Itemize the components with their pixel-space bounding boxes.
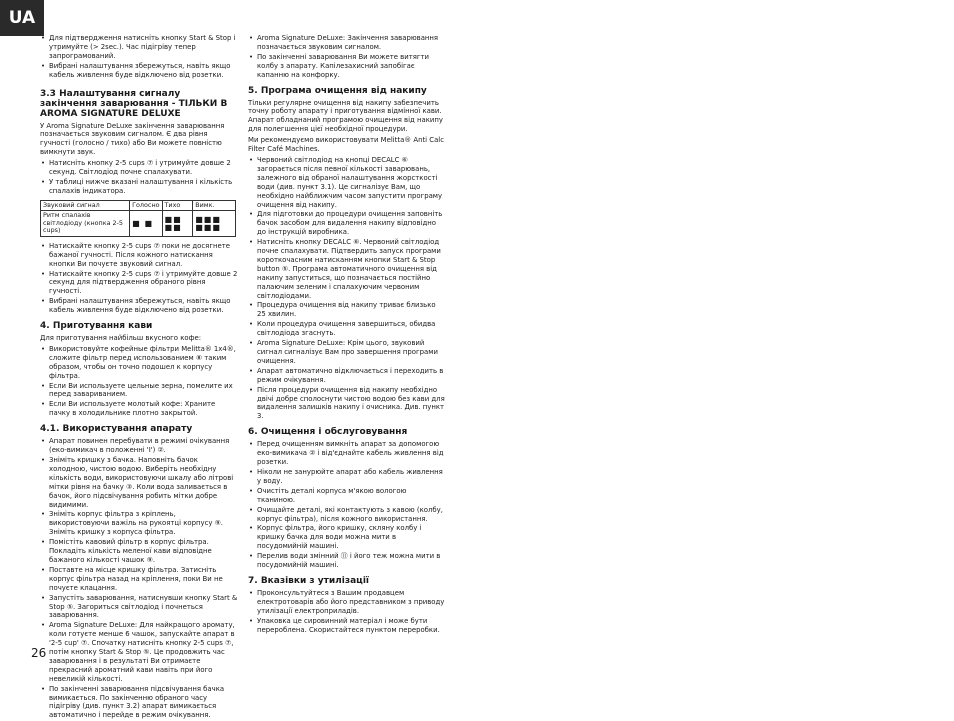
section-5-para-2: Ми рекомендуємо використовувати Melitta® Anti Calc Filter Café Machines.: [248, 136, 445, 154]
section-6-heading: 6. Очищення і обслуговування: [248, 427, 408, 438]
section-7-list: [248, 589, 446, 635]
table-header-cell: Голосно: [130, 200, 162, 211]
list-item: • Для підготовки до процедури очищення заповніть бачок засобом для видалення накипу відповідно до інструкцій виробника.: [248, 210, 446, 237]
right-column: [248, 34, 446, 635]
section-4-intro: Для приготування найбільш вкусного кофе:: [40, 334, 202, 343]
section-3-3-intro: У Aroma Signature DeLuxe закінчення заварювання позначається звуковим сигналом. Є два рівня гучності (голосно / тихо) або Ви можете повністю вимкнути звук.: [40, 121, 225, 157]
list-item: • Після процедури очищення від накипу необхідно двічі добре сполоснути чистою водою без кави для видалення залишків накипу і очисника. Див. пункт 3.: [248, 386, 446, 422]
list-item: • Очищайте деталі, які контактують з кавою (колбу, корпус фільтра), після кожного використання.: [248, 506, 446, 524]
section-5-list: [248, 156, 446, 421]
list-item: • Апарат автоматично відключається і переходить в режим очікування.: [248, 367, 446, 385]
list-item: • Запустіть заварювання, натиснувши кнопку Start & Stop ⑤. Загориться світлодіод і почнеться заварювання.: [40, 594, 238, 621]
list-item: • Aroma Signature DeLuxe: Для найкращого аромату, коли готуєте менше 6 чашок, запускайте апарат в '2-5 cup' ⑦. Спочатку натисніть кнопку 2-5 cups ⑦, потім кнопку Start & Stop ⑤. Це продовжить час заварювання і в результаті Ви отримаєте прекрасний ароматний кави навіть при його невеликій кількості.: [40, 621, 238, 683]
list-item: • Ніколи не занурюйте апарат або кабель живлення у воду.: [248, 468, 446, 486]
list-item: • Перелив води змінний ⑪ і його теж можна мити в посудомийній машині.: [248, 552, 446, 570]
section-3-3-list-2: [40, 242, 238, 315]
page-number: 26: [31, 646, 47, 660]
list-item: • Вибрані налаштування збережуться, навіть якщо кабель живлення буде відключено від розетки.: [40, 62, 238, 80]
section-3-3-heading: 3.3 Налаштування сигналу закінчення заварювання - ТІЛЬКИ В AROMA SIGNATURE DELUXE: [40, 88, 228, 119]
list-item: • Корпус фільтра, його кришку, скляну колбу і кришку бачка для води можна мити в посудомийній машині.: [248, 524, 446, 551]
list-item: • Если Ви используете цельные зерна, помелите их перед завариванием.: [40, 382, 238, 400]
section-5-para-1: Тільки регулярне очищення від накипу забезпечить точну роботу апарату і приготування відмінної кави. Апарат обладнаний програмою очищення від накипу для полегшення цієї необхідної процедури.: [248, 98, 443, 134]
list-item: • Упаковка це сировинний матеріал і може бути перероблена. Скористайтеся пунктом переробки.: [248, 617, 446, 635]
section-4-1-heading: 4.1. Використування апарату: [40, 424, 193, 435]
intro-list: [40, 34, 238, 80]
list-item: • Проконсультуйтеся з Вашим продавцем електротоварів або його представником з приводу утилізації електроприладів.: [248, 589, 446, 616]
section-6-list: [248, 440, 446, 570]
table-header-cell: Тихо: [162, 200, 193, 211]
list-item: • Перед очищенням вимкніть апарат за допомогою еко-вимикача ② і від'єднайте кабель живлення від розетки.: [248, 440, 446, 467]
section-4-heading: 4. Приготування кави: [40, 321, 153, 332]
list-item: • По закінченні заварювання підсвічування бачка вимикається. По закінченню обраного часу підігріву (див. пункт 3.2) апарат вимикається автоматично і перейде в режим очікування.: [40, 685, 238, 721]
list-item: • Aroma Signature DeLuxe: Крім цього, звуковий сигнал сигналізує Вам про завершення програми очищення.: [248, 339, 446, 366]
list-item: • Зніміть корпус фільтра з кріплень, використовуючи важіль на рукоятці корпусу ⑨. Зніміть кришку з корпуса фільтра.: [40, 510, 238, 537]
list-item: • По закінченні заварювання Ви можете витягти колбу з апарату. Капілезахисний запобігає капанню на конфорку.: [248, 53, 446, 80]
list-item: • Натискайте кнопку 2-5 cups ⑦ поки не досягнете бажаної гучності. Після кожного натискання кнопки Ви почуєте звуковий сигнал.: [40, 242, 238, 269]
list-item: • Aroma Signature DeLuxe: Закінчення заварювання позначається звуковим сигналом.: [248, 34, 446, 52]
list-item: • Зніміть кришку з бачка. Наповніть бачок холодною, чистою водою. Виберіть необхідну кількість води, використовуючи шкалу або літрові мітки рівня на бачку ③. Коли вода заливається в бачок, його підсвічування робить мітки добре видимими.: [40, 456, 238, 509]
list-item: • Натисніть кнопку DECALC ⑥. Червоний світлодіод почне спалахувати. Підтвердить запуск програми короткочасним натисканням кнопки Start & Stop button ⑤. Програма автоматичного очищення від накипу запуститься, що позначається постійно палаючим зеленим і спалахуючим червоним світлодіодами.: [248, 238, 446, 300]
section-7-heading: 7. Вказівки з утилізації: [248, 575, 369, 586]
language-badge: UA: [0, 0, 44, 36]
left-column: [40, 34, 238, 721]
blink-pattern-loud: ■ ■: [130, 211, 162, 237]
list-item: • Помістіть кавовий фільтр в корпус фільтра. Покладіть кількість меленої кави відповідне бажаного кількості чашок ⑨.: [40, 538, 238, 565]
list-item: • Використовуйте кофейные фільтри Melitta® 1x4®, сложите фільтр перед использованием ⑧ таким образом, чтобы он точно подошел к корпусу фільтра.: [40, 345, 238, 381]
list-item: • Очистіть деталі корпуса м'якою вологою тканиною.: [248, 487, 446, 505]
blink-pattern-quiet: ■■ ■■: [162, 211, 193, 237]
list-item: • Червоний світлодіод на кнопці DECALC ⑥ загорається після певної кількості заварювань, залежного від обраної налаштування жорсткості води (див. пункт 3.1). Це сигналізує Вам, що необхідно найближчим часом запустити програму очищення від накипу.: [248, 156, 446, 209]
section-4-list: [40, 345, 238, 418]
top-list: [248, 34, 446, 80]
section-5-heading: 5. Програма очищення від накипу: [248, 85, 427, 96]
list-item: • Натисніть кнопку 2-5 cups ⑦ і утримуйте довше 2 секунд. Світлодіод почне спалахувати.: [40, 159, 238, 177]
signal-settings-table: [40, 200, 236, 237]
section-3-3-list: [40, 159, 238, 196]
list-item: • У таблиці нижче вказані налаштування і кількість спалахів індикатора.: [40, 178, 238, 196]
table-header-row: [41, 200, 236, 211]
list-item: • Процедура очищення від накипу триває близько 25 хвилин.: [248, 301, 446, 319]
table-header-cell: Вимк.: [193, 200, 236, 211]
list-item: • Если Ви используете молотый кофе: Храните пачку в холодильнике плотно закрытой.: [40, 400, 238, 418]
list-item: • Вибрані налаштування збережуться, навіть якщо кабель живлення буде відключено від розетки.: [40, 297, 238, 315]
section-4-1-list: [40, 437, 238, 720]
list-item: • Апарат повинен перебувати в режимі очікування (еко-вимикач в положенні 'I') ②.: [40, 437, 238, 455]
table-row-label: Ритм спалахів світлодіоду (кнопка 2-5 cups): [41, 211, 130, 237]
list-item: • Для підтвердження натисніть кнопку Start & Stop і утримуйте (> 2sec.). Час підігріву тепер запрограмований.: [40, 34, 238, 61]
table-row: [41, 211, 236, 237]
list-item: • Натискайте кнопку 2-5 cups ⑦ і утримуйте довше 2 секунд для підтвердження обраного рівня гучності.: [40, 270, 238, 297]
blink-pattern-off: ■■■ ■■■: [193, 211, 236, 237]
list-item: • Коли процедура очищення завершиться, обидва світлодіода згаснуть.: [248, 320, 446, 338]
table-header-cell: Звуковий сигнал: [41, 200, 130, 211]
list-item: • Поставте на місце кришку фільтра. Затисніть корпус фільтра назад на кріплення, поки Ви не почуєте клацання.: [40, 566, 238, 593]
